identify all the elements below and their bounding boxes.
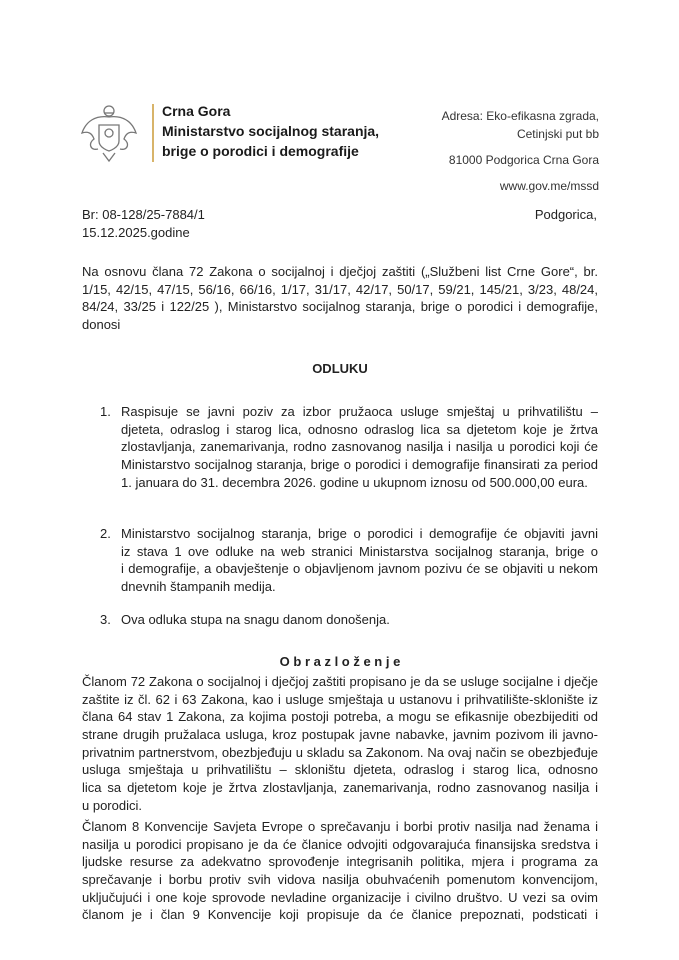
text-line: djeteta, odraslog i starog lica, odnosno odraslog lica sa djetetom koje je žrtva [121, 421, 598, 437]
text-line: zlostavljanja, zanemarivanja, rodno zasnovanog nasilja i nasilja u porodici koji će [121, 439, 598, 455]
address-city: 81000 Podgorica Crna Gora [448, 153, 599, 167]
org-ministry-cont: brige o porodici i demografije [162, 143, 359, 159]
text-line: Raspisuje se javni poziv za izbor pružaoca usluge smještaj u prihvatilištu – [121, 404, 598, 419]
place: Podgorica, [534, 207, 597, 222]
text-line: sprečavanje i borbu protiv svih vidova nasilja obuhvaćenih pomenutom konvencijom, [82, 872, 598, 888]
item-number: 2. [100, 526, 111, 541]
reasoning-title: O b r a z l o ž e n j e [279, 654, 401, 669]
text-line: Ministarstvo socijalnog staranja, brige o porodici i demografije finansirati za period [121, 457, 598, 473]
text-line: donosi [82, 317, 121, 333]
text-line: u porodici. [82, 797, 142, 813]
address-line: Adresa: Eko-efikasna zgrada, [441, 109, 599, 123]
reference-date: 15.12.2025.godine [82, 225, 190, 240]
website-link[interactable]: www.gov.me/mssd [499, 179, 599, 193]
address-line: Cetinjski put bb [516, 127, 599, 141]
text-line: nasilja u porodici propisano je da će članice odvojiti odgovarajuća finansijska sredstva i [82, 836, 598, 852]
text-line: člana 64 stav 1 Zakona, za kojima postoji potreba, a mogu se efikasnije obezbijediti od [82, 709, 598, 725]
text-line: 1/15, 42/15, 47/15, 56/16, 66/16, 1/17, 31/17, 42/17, 50/17, 59/21, 145/21, 3/23, 48/24, [82, 281, 598, 297]
item-number: 1. [100, 404, 111, 419]
text-line: 84/24, 33/25 i 122/25 ), Ministarstvo socijalnog staranja, brige o porodici i demografije, [82, 299, 598, 315]
text-line: članom je i član 9 Konvencije koji propisuje da će članice prepoznati, podsticati i [82, 907, 598, 923]
text-line: Ova odluka stupa na snagu danom donošenja. [121, 612, 390, 627]
text-line: zaštite iz čl. 62 i 63 Zakona, kao i usluge smještaja u ustanovu i prihvatilište-sklonište iz [82, 691, 598, 707]
decision-title: ODLUKU [312, 361, 368, 376]
coat-of-arms-icon [78, 103, 140, 165]
header-divider [152, 104, 154, 162]
text-line: Ministarstvo socijalnog staranja, brige o porodici i demografije će objaviti javni [121, 526, 598, 541]
text-line: privatnim partnerstvom, obezbjeđuju u skladu sa Zakonom. Na ovaj način se obezbjeđuje [82, 744, 598, 760]
organization-name [162, 101, 379, 161]
text-line: iz stava 1 ove odluke na web stranici Ministarstva socijalnog staranja, brige o [121, 543, 598, 559]
text-line: Članom 72 Zakona o socijalnoj i dječjoj zaštiti propisano je da se usluge socijalne i dječje [82, 674, 598, 689]
org-ministry: Ministarstvo socijalnog staranja, [162, 123, 380, 139]
reasoning-paragraph-2 [82, 818, 598, 924]
text-line: Na osnovu člana 72 Zakona o socijalnoj i dječjoj zaštiti („Službeni list Crne Gore“, br. [82, 264, 598, 279]
text-line: uključujući i one koje sprovode nevladine organizacije i civilno društvo. U vezi sa ovim [82, 889, 598, 905]
reference [82, 206, 205, 242]
address-block [442, 107, 599, 195]
text-line: ljudske resurse za adekvatno sprovođenje integrisanih politika, mjera i programa za [82, 854, 598, 870]
reasoning-paragraph-1 [82, 673, 598, 815]
text-line: strane drugih pružalaca usluga, kroz postupak javne nabavke, javnim pozivom ili javno- [82, 727, 598, 743]
org-country: Crna Gora [162, 103, 231, 119]
text-line: i demografije, a obavještenje o objavljenom javnom pozivu će se objaviti u nekom [121, 561, 598, 577]
text-line: lica sa djetetom koje je žrtva zlostavljanja, zanemarivanja, rodno zasnovanog nasilja i [82, 780, 598, 796]
text-line: 1. januara do 31. decembra 2026. godine u ukupnom iznosu od 500.000,00 eura. [121, 474, 588, 490]
text-line: Članom 8 Konvencije Savjeta Evrope o sprečavanju i borbi protiv nasilja nad ženama i [82, 819, 598, 834]
text-line: usluga smještaja u prihvatilištu – skloništu djeteta, odraslog i starog lica, odnosno [82, 762, 598, 778]
text-line: dnevnih štampanih medija. [121, 579, 276, 595]
item-number: 3. [100, 612, 111, 627]
reference-number: Br: 08-128/25-7884/1 [82, 207, 205, 222]
intro-paragraph [82, 263, 598, 334]
